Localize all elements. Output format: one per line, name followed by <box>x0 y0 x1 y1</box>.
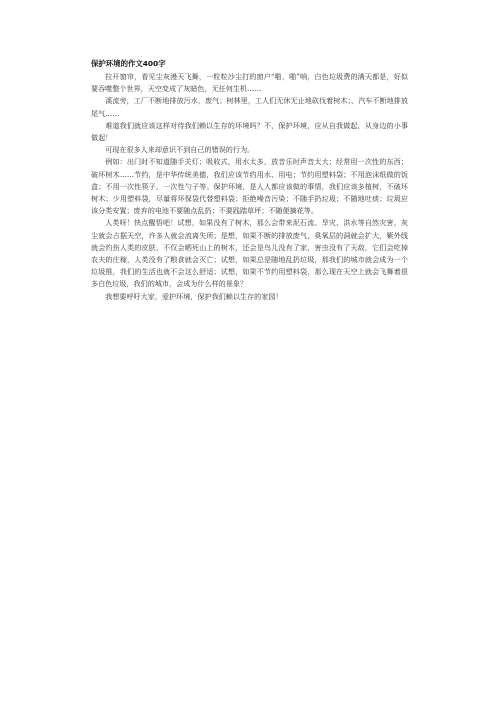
paragraph-2: 溪流旁，工厂不断地排放污水，废气；树林里，工人们无休无止地砍伐着树木；，汽车不断地排放尾气…… <box>91 96 408 118</box>
paragraph-4: 可现在很多人来却意识不到自己的错误的行为。 <box>105 145 255 155</box>
paragraph-6: 人类呀！快点醒悟吧！试想，如果没有了树木，那么会带来泥石流、旱灾、洪水等自然灾害，灰尘就会占据天空，许多人就会流离失所；是想，如果不断的排放废气，臭氧层的洞就会扩大，紫外线就会灼伤人类的皮肤，不仅会晒死山上的树木，还会是鸟儿没有了家，害虫没有了天敌，它们会吃掉农夫的庄稼，人类没有了粮食就会灭亡；试想，如果总是随地乱扔垃圾，那我们的城市就会成为一个垃圾推，我们的生活也就不会这么舒适；试想，如果不节约用塑料袋，那么现在天空上就会飞舞着很多白色垃圾，我们的城市，会成为什么样的景象？ <box>91 218 408 289</box>
paragraph-5: 例如：出门时不知道随手关灯；吸收式，用水太多，放音乐时声音太大；经常用一次性的东西；破坏树木……节约，是中华传统美德，我们应该节约用水、用电；节约用塑料袋；不用泡沫纸做的饭盒；不用一次性筷子，一次性勺子等。保护环境，是人人都应该做的事情，我们应该多植树，不破坏树木；少用塑料袋，尽量将环保袋代替塑料袋；拒绝噪音污染；不随手扔垃圾；不随地吐痰；垃圾应该分类安置；废弃的电池不要随点乱扔；不要践踏草坪；不随便摘花等。 <box>91 157 408 216</box>
paragraph-3: 难道我们就应该这样对待我们赖以生存的环境吗？不，保护环境，应从自我做起，从身边的小事做起！ <box>91 120 408 143</box>
essay-title: 保护环境的作文400字 <box>91 59 166 68</box>
paragraph-1: 拉开窗帘，看见尘灰漫天飞舞，一粒粒沙尘打的窗户“啪，啪”响，白色垃圾费的满天都是，好似要吞噬整个世界，天空变成了灰暗色，无任何生机…… <box>91 72 408 94</box>
paragraph-7: 我想要呼吁大家，爱护环境，保护我们赖以生存的家园！ <box>105 291 283 301</box>
document-page <box>91 58 408 303</box>
